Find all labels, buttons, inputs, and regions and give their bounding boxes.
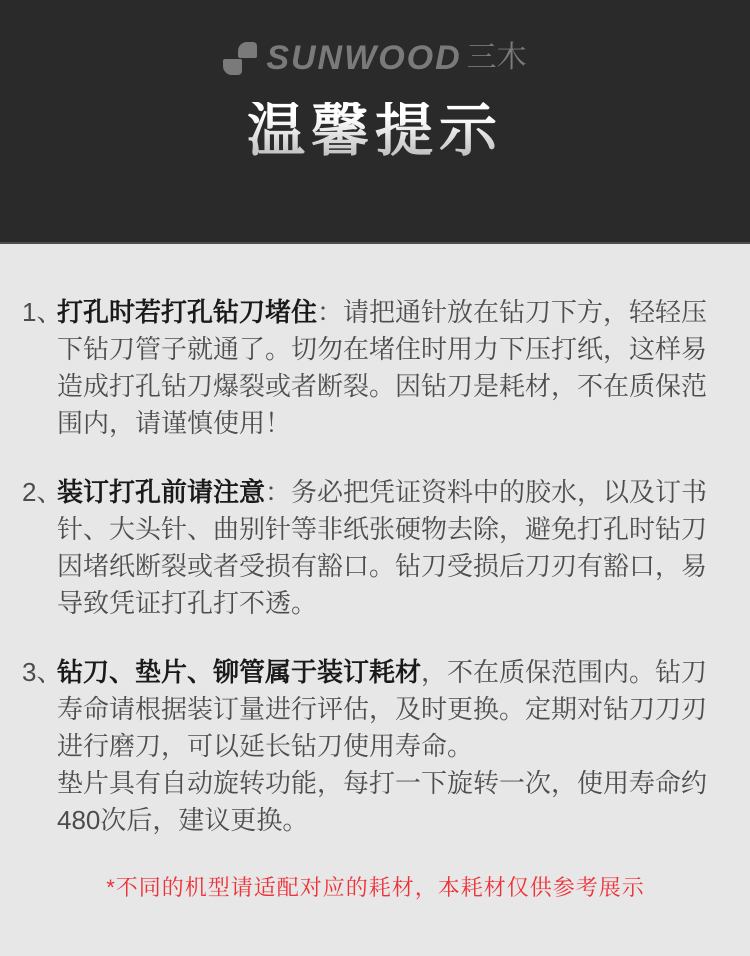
notice-bold-lead: 打孔时若打孔钻刀堵住 [57, 297, 318, 327]
header [0, 0, 750, 244]
brand-name-cn: 三木 [466, 41, 527, 74]
footnote-warning: *不同的机型请适配对应的耗材，本耗材仅供参考展示 [106, 875, 645, 900]
notice-text: 务必把凭证资料中的胶水，以及订书针、大头针、曲别针等非纸张硬物去除，避免打孔时钻刀因堵纸断裂或者受损有豁口。钻刀受损后刀刃有豁口，易导致凭证打孔打不透。 [57, 477, 708, 618]
notice-bold-lead: 装订打孔前请注意 [57, 477, 266, 507]
notice-number: 3、 [22, 657, 63, 687]
notice-list [0, 244, 750, 902]
notice-item-3 [22, 654, 729, 839]
brand-name-en: SUNWOOD [266, 39, 462, 77]
notice-item-1 [22, 294, 729, 442]
notice-text-line2: 垫片具有自动旋转功能，每打一下旋转一次，使用寿命约480次后，建议更换。 [57, 768, 708, 835]
notice-item-2 [22, 474, 729, 622]
brand-logo [0, 0, 750, 76]
page-title: 温馨提示 [246, 98, 503, 163]
sunwood-logo-icon [223, 42, 257, 75]
notice-text: 请把通针放在钻刀下方，轻轻压下钻刀管子就通了。切勿在堵住时用力下压打纸，这样易造成打孔钻刀爆裂或者断裂。因钻刀是耗材，不在质保范围内，请谨慎使用！ [57, 297, 708, 438]
notice-separator: ， [421, 657, 448, 687]
notice-number: 1、 [22, 297, 63, 327]
notice-number: 2、 [22, 477, 63, 507]
notice-bold-lead: 钻刀、垫片、铆管属于装订耗材 [57, 657, 422, 687]
notice-separator: ： [317, 297, 344, 327]
notice-text: 不在质保范围内。钻刀寿命请根据装订量进行评估，及时更换。定期对钻刀刀刃进行磨刀，可以延长钻刀使用寿命。 [57, 657, 708, 761]
notice-separator: ： [265, 477, 292, 507]
